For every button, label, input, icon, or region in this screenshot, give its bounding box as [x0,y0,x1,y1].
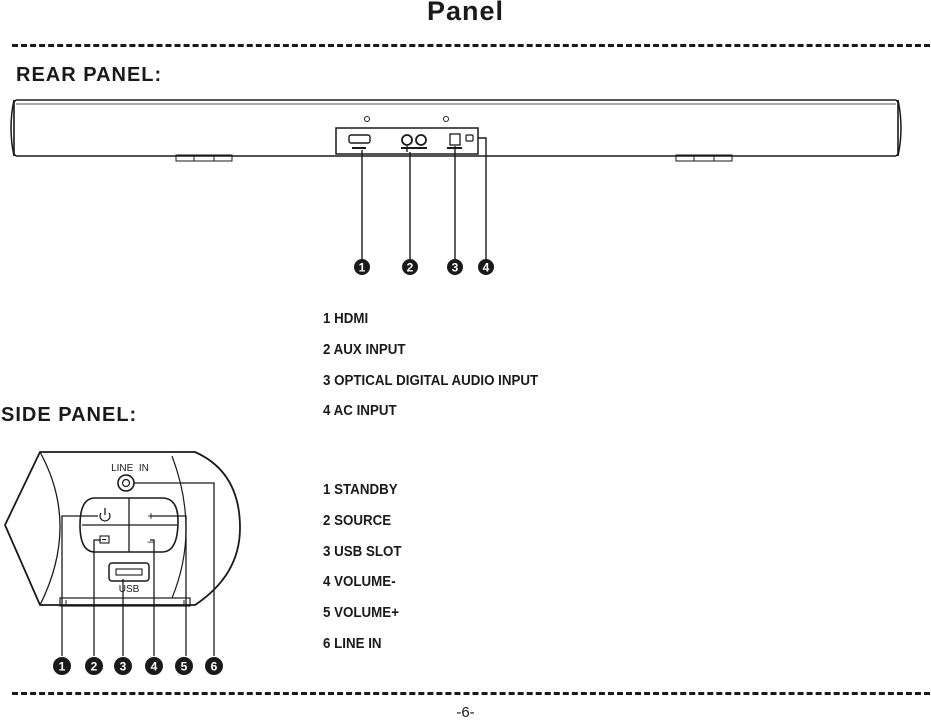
aux-port-left [402,135,412,145]
list-item: 4 VOLUME- [323,574,396,591]
rear-callout-1 [354,259,370,275]
line-in-jack [118,475,134,491]
rear-panel-heading: REAR PANEL: [16,64,163,86]
svg-text:2: 2 [406,260,414,275]
side-callout-3 [114,657,132,675]
list-item: 2 SOURCE [323,512,392,529]
rear-panel-legend [323,310,538,433]
list-item: 6 LINE IN [323,635,382,652]
svg-text:2: 2 [90,659,98,674]
hdmi-port [349,135,370,143]
svg-text:4: 4 [482,260,490,275]
svg-text:6: 6 [210,659,218,674]
ac-port [466,135,473,141]
side-panel-legend [323,481,402,666]
side-panel-heading: SIDE PANEL: [1,404,138,426]
rear-callout-2 [402,259,418,275]
side-callout-6 [205,657,223,675]
list-item: 3 USB SLOT [323,543,402,560]
line-in-label: LINE IN [111,463,149,474]
list-item: 3 OPTICAL DIGITAL AUDIO INPUT [323,372,539,389]
volume-minus-symbol: – [147,534,155,548]
svg-text:4: 4 [150,659,158,674]
list-item: 5 VOLUME+ [323,605,399,622]
list-item: 1 HDMI [323,311,369,327]
svg-text:1: 1 [358,260,366,275]
rear-callout-3 [447,259,463,275]
svg-text:3: 3 [119,659,127,674]
svg-text:3: 3 [451,260,459,275]
aux-port-right [416,135,426,145]
usb-label: USB [118,584,140,595]
usb-slot [109,563,149,581]
svg-text:5: 5 [180,659,188,674]
side-callout-2 [85,657,103,675]
list-item: 1 STANDBY [323,482,398,498]
page-number: -6- [456,704,475,721]
side-callout-5 [175,657,193,675]
svg-text:1: 1 [58,659,66,674]
list-item: 2 AUX INPUT [323,341,406,358]
page-title: Panel [426,0,505,26]
list-item: 4 AC INPUT [323,403,397,420]
bottom-divider [12,692,930,695]
soundbar-rear-view [11,100,901,161]
rear-callout-4 [478,259,494,275]
volume-plus-symbol: + [147,509,155,523]
optical-port [450,134,460,145]
side-callout-4 [145,657,163,675]
side-callout-1 [53,657,71,675]
